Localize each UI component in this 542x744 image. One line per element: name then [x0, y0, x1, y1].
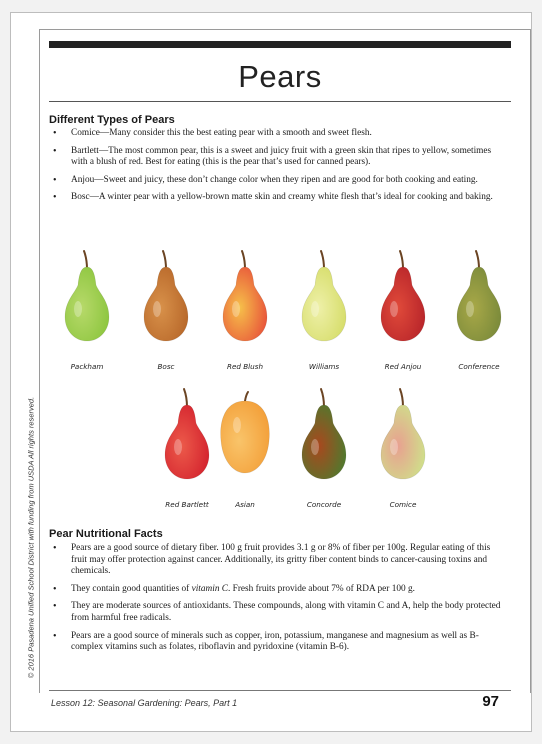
worksheet-page [10, 12, 532, 732]
pear-label: Comice [389, 500, 417, 509]
pear-body [381, 405, 425, 479]
pear-body [381, 267, 425, 341]
pear-stem [321, 389, 324, 407]
page-number: 97 [482, 693, 499, 710]
pear-image [217, 245, 273, 345]
list-item: • Comice—Many consider this the best eating pear with a smooth and sweet flesh. [51, 128, 506, 140]
footer-divider [49, 690, 511, 691]
pear-image [296, 245, 352, 345]
footer-lesson: Lesson 12: Seasonal Gardening: Pears, Part 1 [51, 698, 238, 708]
facts-heading: Pear Nutritional Facts [49, 528, 163, 540]
pear-label: Concorde [306, 500, 342, 509]
list-item: • Pears are a good source of dietary fiber. 100 g fruit provides 3.1 g or 8% of fiber per 100g. Regular eating of this fruit may offer protection against cancer. Additionally, its gritty fiber content binds to cancer-causing toxins and chemicals. [51, 543, 506, 578]
pear-figure [59, 245, 115, 371]
pear-stem [184, 389, 187, 407]
pear-image [375, 383, 431, 483]
pear-image [375, 245, 431, 345]
pear-highlight [390, 301, 398, 317]
pear-image [159, 383, 215, 483]
pear-stem [242, 251, 245, 269]
pear-figure [375, 245, 431, 371]
title-bar [49, 41, 511, 48]
copyright-notice: © 2016 Pasadena Unified School District with funding from USDA All rights reserved. [26, 396, 36, 679]
page-title: Pears [238, 59, 322, 94]
pear-body [457, 267, 501, 341]
pear-figure [217, 383, 273, 509]
pear-label: Conference [458, 362, 500, 371]
pear-label: Williams [308, 362, 340, 371]
pear-body [223, 267, 267, 341]
pear-stem [163, 251, 166, 269]
fact-text: . Fresh fruits provide about 7% of RDA per 100 g. [228, 583, 415, 594]
pear-stem [476, 251, 479, 269]
pear-highlight [174, 439, 182, 455]
pear-figure [138, 245, 194, 371]
pear-highlight [311, 439, 319, 455]
pear-label: Red Anjou [384, 362, 422, 371]
pear-stem [84, 251, 87, 269]
pear-stem [400, 251, 403, 269]
pear-figure [217, 245, 273, 371]
pear-label: Red Blush [226, 362, 264, 371]
pear-stem [321, 251, 324, 269]
pear-highlight [153, 301, 161, 317]
pear-body [221, 401, 270, 473]
title-divider [49, 101, 511, 102]
pear-body [302, 405, 346, 479]
list-item [51, 584, 506, 596]
pear-body [165, 405, 209, 479]
pear-highlight [233, 417, 241, 433]
pear-image [138, 245, 194, 345]
pear-image [217, 383, 273, 483]
pear-label: Asian [235, 500, 255, 509]
pear-label: Bosc [157, 362, 175, 371]
pear-highlight [311, 301, 319, 317]
list-item: • Pears are a good source of minerals such as copper, iron, potassium, manganese and magnesium as well as B-complex vitamins such as folates, riboflavin and pyridoxine (vitamin B-6). [51, 631, 506, 654]
pear-image [451, 245, 507, 345]
pear-figure [296, 383, 352, 509]
pear-figure [375, 383, 431, 509]
types-list [51, 128, 506, 210]
facts-list [51, 543, 506, 660]
pear-stem [245, 392, 248, 401]
pear-highlight [74, 301, 82, 317]
pear-figure [451, 245, 507, 371]
vitamin-term: vitamin C [191, 583, 228, 594]
pear-highlight [466, 301, 474, 317]
list-item: • Bosc—A winter pear with a yellow-brown matte skin and creamy white flesh that’s ideal for cooking and baking. [51, 192, 506, 204]
pear-figure [159, 383, 215, 509]
list-item: • Bartlett—The most common pear, this is a sweet and juicy fruit with a green skin that ripes to yellow, sometimes with a blush of red. Best for eating (this is the pear that’s used for canned pears). [51, 146, 506, 169]
pear-highlight [232, 301, 240, 317]
pear-label: Packham [70, 362, 104, 371]
pear-body [65, 267, 109, 341]
pear-image [59, 245, 115, 345]
pear-image [296, 383, 352, 483]
pear-highlight [390, 439, 398, 455]
pear-figure [296, 245, 352, 371]
pear-stem [400, 389, 403, 407]
list-item: • Anjou—Sweet and juicy, these don’t change color when they ripen and are good for both cooking and eating. [51, 175, 506, 187]
pear-label: Red Bartlett [165, 500, 209, 509]
types-heading: Different Types of Pears [49, 114, 175, 126]
pear-body [302, 267, 346, 341]
fact-text: They contain good quantities of [71, 583, 192, 594]
pear-body [144, 267, 188, 341]
list-item: • They are moderate sources of antioxidants. These compounds, along with vitamin C and A, help the body protected from harmful free radicals. [51, 601, 506, 624]
